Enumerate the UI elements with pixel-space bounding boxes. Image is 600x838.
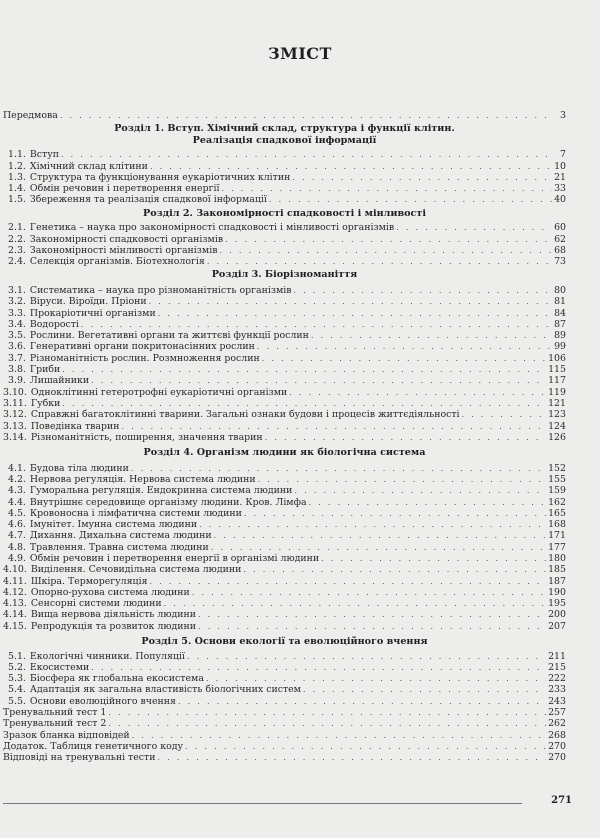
toc-entry[interactable]	[3, 553, 566, 564]
toc-entry-label: Дихання. Дихальна система людини	[29, 530, 212, 542]
toc-entry[interactable]	[3, 308, 566, 319]
toc-entry-number: 3.12.	[3, 409, 27, 421]
toc-entry[interactable]	[3, 421, 566, 432]
toc-entry-label: Селекція організмів. Біотехнологія	[29, 256, 205, 268]
toc-entry-appendix[interactable]	[3, 718, 566, 729]
toc-entry-page: 126	[548, 431, 566, 443]
toc-entry[interactable]	[3, 183, 566, 194]
toc-entry-page: 87	[554, 318, 566, 330]
toc-entry-number: 3.7.	[8, 352, 26, 364]
dot-leader	[61, 149, 552, 160]
toc-entry[interactable]	[3, 621, 566, 632]
toc-entry-label: Рослини. Вегетативні органи та життєві функції рослин	[29, 330, 309, 342]
toc-entry-number: 4.12.	[3, 586, 27, 598]
section-heading-line: Розділ 1. Вступ. Хімічний склад, структура і функції клітин.	[114, 122, 455, 134]
toc-entry-number: 4.8.	[8, 541, 26, 553]
toc-entry[interactable]	[3, 319, 566, 330]
toc-entry-number: 5.1.	[8, 650, 26, 662]
toc-entry[interactable]	[3, 530, 566, 541]
dot-leader	[214, 530, 546, 541]
dot-leader	[164, 598, 547, 609]
toc-entry[interactable]	[3, 364, 566, 375]
toc-entry-label: Опорно-рухова система людини	[30, 586, 190, 598]
toc-entry-page: 84	[554, 307, 566, 319]
toc-entry-page: 270	[548, 752, 566, 764]
section-heading	[3, 636, 566, 649]
toc-entry-number: 4.13.	[3, 598, 27, 610]
toc-entry[interactable]	[3, 564, 566, 575]
toc-entry[interactable]	[3, 194, 566, 205]
toc-appendix	[3, 707, 566, 763]
dot-leader	[244, 508, 546, 519]
toc-entry-number: 3.6.	[8, 341, 26, 353]
toc-entry-number: 5.5.	[8, 695, 26, 707]
toc-entry-label: Генетика – наука про закономірності спадковості і мінливості організмів	[29, 222, 395, 234]
toc-entry-page: 162	[548, 496, 566, 508]
dot-leader	[258, 474, 546, 485]
dot-leader	[292, 172, 552, 183]
dot-leader	[198, 621, 546, 632]
toc-entry[interactable]	[3, 398, 566, 409]
toc-entry-label: Різноманітність рослин. Розмноження рослин	[29, 352, 260, 364]
dot-leader	[60, 110, 552, 121]
toc-entry-label: Тренувальний тест 2	[3, 718, 107, 730]
toc-entry[interactable]	[3, 149, 566, 160]
toc-entry-label: Шкіра. Терморегуляція	[30, 575, 148, 587]
toc-entry-label: Збереження та реалізація спадкової інформації	[29, 194, 267, 206]
toc-entry-label: Будова тіла людини	[29, 462, 129, 474]
dot-leader	[149, 296, 552, 307]
toc-entry-page: 124	[548, 420, 566, 432]
dot-leader	[131, 463, 546, 474]
toc-entry[interactable]	[3, 696, 566, 707]
dot-leader	[157, 752, 546, 763]
toc-entry-page: 215	[548, 661, 566, 673]
toc-entry-number: 3.14.	[3, 431, 27, 443]
toc-entry-page: 200	[548, 609, 566, 621]
toc-entry-page: 268	[548, 729, 566, 741]
toc-entry[interactable]	[3, 474, 566, 485]
toc-entry-label: Губки	[30, 397, 61, 409]
toc-entry-page: 185	[548, 564, 566, 576]
dot-leader	[462, 409, 547, 420]
section-heading	[3, 269, 566, 282]
toc-entry-label: Закономірності мінливості організмів	[29, 244, 218, 256]
toc-entry-number: 4.3.	[8, 485, 26, 497]
dot-leader	[243, 564, 546, 575]
dot-leader	[198, 609, 546, 620]
toc-entry-number: 1.4.	[8, 183, 26, 195]
toc-entry[interactable]	[3, 598, 566, 609]
toc-entry-page: 80	[554, 284, 566, 296]
toc-entry-label: Адаптація як загальна властивість біологічних систем	[29, 684, 301, 696]
toc-entry-number: 4.4.	[8, 496, 26, 508]
section-heading-line: Реалізація спадкової інформації	[192, 135, 377, 147]
section-heading-line: Розділ 5. Основи екології та еволюційного вчення	[141, 636, 428, 648]
toc-entry[interactable]	[3, 576, 566, 587]
toc-entry-page: 257	[548, 707, 566, 719]
toc-entry-label: Справжні багатоклітинні тварини. Загальні ознаки будови і процесів життєдіяльності	[30, 409, 460, 421]
dot-leader	[289, 387, 546, 398]
toc-entry[interactable]	[3, 609, 566, 620]
toc-entry-number: 1.3.	[8, 171, 26, 183]
section-heading	[3, 123, 566, 148]
toc-entry-page: 207	[548, 620, 566, 632]
toc-entry-page: 171	[548, 530, 566, 542]
section-heading	[3, 208, 566, 221]
toc-entry-label: Біосфера як глобальна екосистема	[29, 673, 204, 685]
toc-entry-label: Вища нервова діяльність людини	[30, 609, 196, 621]
toc-entry-label: Поведінка тварин	[30, 420, 120, 432]
toc-entry[interactable]	[3, 296, 566, 307]
toc-entry[interactable]	[3, 172, 566, 183]
toc-entry-label: Виділення. Сечовидільна система людини	[30, 564, 242, 576]
toc-entry-page: 123	[548, 409, 566, 421]
toc-entry-page: 155	[548, 473, 566, 485]
toc-entry-page: 190	[548, 586, 566, 598]
toc-entry-page: 195	[548, 598, 566, 610]
toc-entry-appendix[interactable]	[3, 752, 566, 763]
toc-entry-page: 10	[554, 160, 566, 172]
dot-leader	[225, 234, 552, 245]
toc-entry-page: 33	[554, 183, 566, 195]
toc-entry-number: 3.1.	[8, 284, 26, 296]
dot-leader	[219, 245, 552, 256]
toc-entry-number: 4.1.	[8, 462, 26, 474]
toc-entry[interactable]	[3, 497, 566, 508]
dot-leader	[132, 730, 546, 741]
toc-entry-number: 3.3.	[8, 307, 26, 319]
dot-leader	[122, 421, 547, 432]
toc-entry[interactable]	[3, 587, 566, 598]
toc-entry-label: Репродукція та розвиток людини	[30, 620, 197, 632]
toc-entry-number: 4.15.	[3, 620, 27, 632]
toc-entry[interactable]	[3, 330, 566, 341]
toc-entry[interactable]	[3, 375, 566, 386]
toc-entry[interactable]	[3, 485, 566, 496]
toc-entry-page: 177	[548, 541, 566, 553]
dot-leader	[321, 553, 546, 564]
toc-entry-label: Генеративні органи покритонасінних рослин	[29, 341, 255, 353]
dot-leader	[158, 308, 552, 319]
toc-entry-number: 5.3.	[8, 673, 26, 685]
toc-entry-page: 99	[554, 341, 566, 353]
toc-entry-page: 21	[554, 171, 566, 183]
toc-entry-label: Закономірності спадковості організмів	[29, 233, 224, 245]
toc-entry-number: 3.10.	[3, 386, 27, 398]
toc-entry-page: 152	[548, 462, 566, 474]
dot-leader	[206, 673, 546, 684]
dot-leader	[108, 707, 546, 718]
dot-leader	[207, 256, 552, 267]
toc-entry-number: 4.14.	[3, 609, 27, 621]
toc-sections	[3, 123, 566, 707]
toc-entry-label: Екосистеми	[29, 661, 90, 673]
toc-entry-label: Відповіді на тренувальні тести	[3, 752, 156, 764]
section-heading-line: Розділ 3. Біорізноманіття	[211, 269, 358, 281]
toc-entry-number: 4.10.	[3, 564, 27, 576]
dot-leader	[294, 485, 546, 496]
toc-entry-number: 2.1.	[8, 222, 26, 234]
toc-entry-page: 119	[548, 386, 566, 398]
toc-entry[interactable]	[3, 519, 566, 530]
dot-leader	[81, 319, 552, 330]
dot-leader	[91, 375, 546, 386]
toc-entry-number: 3.9.	[8, 375, 26, 387]
toc-entry-label: Основи еволюційного вчення	[29, 695, 176, 707]
toc-entry-number: 3.8.	[8, 364, 26, 376]
toc-entry-number: 2.2.	[8, 233, 26, 245]
toc-entry-label: Віруси. Віроїди. Пріони	[29, 296, 147, 308]
toc-entry-label: Травлення. Травна система людини	[29, 541, 209, 553]
toc-entry-page: 81	[554, 296, 566, 308]
dot-leader	[178, 696, 546, 707]
toc-entry-number: 3.4.	[8, 318, 26, 330]
toc-entry-page: 60	[554, 222, 566, 234]
dot-leader	[396, 222, 552, 233]
toc-entry-label: Хімічний склад клітини	[29, 160, 148, 172]
dot-leader	[222, 183, 552, 194]
toc-entry-page: 270	[548, 740, 566, 752]
dot-leader	[262, 353, 546, 364]
toc-entry-label: Гуморальна регуляція. Ендокринна система людини	[29, 485, 293, 497]
toc-entry[interactable]	[3, 387, 566, 398]
toc-entry-label: Передмова	[3, 110, 58, 121]
toc-entry-label: Вступ	[29, 149, 59, 161]
toc-entry-number: 3.5.	[8, 330, 26, 342]
toc-entry-page: 115	[548, 364, 566, 376]
toc-entry-page: 106	[548, 352, 566, 364]
toc-entry-number: 4.11.	[3, 575, 27, 587]
footer-page-number: 271	[551, 795, 572, 806]
dot-leader	[62, 398, 546, 409]
toc-entry-label: Обмін речовин і перетворення енергії в організмі людини	[29, 553, 320, 564]
toc-entry-number: 1.2.	[8, 160, 26, 172]
toc-entry-number: 1.5.	[8, 194, 26, 206]
toc-entry-appendix[interactable]	[3, 707, 566, 718]
toc-entry[interactable]	[3, 508, 566, 519]
toc-entry[interactable]	[3, 161, 566, 172]
toc-entry-page: 159	[548, 485, 566, 497]
toc-entry-page: 233	[548, 684, 566, 696]
toc-entry-number: 1.1.	[8, 149, 26, 161]
toc-entry-label: Лишайники	[29, 375, 90, 387]
toc-entry[interactable]	[3, 684, 566, 695]
toc-entry-number: 4.7.	[8, 530, 26, 542]
toc-entry-label: Сенсорні системи людини	[30, 598, 162, 610]
section-heading-line: Розділ 4. Організм людини як біологічна система	[143, 447, 426, 459]
dot-leader	[62, 364, 546, 375]
toc-entry-page: 168	[548, 519, 566, 531]
dot-leader	[185, 741, 546, 752]
toc-entry-label: Екологічні чинники. Популяції	[29, 650, 185, 662]
toc-entry-page: 243	[548, 695, 566, 707]
toc-entry[interactable]	[3, 542, 566, 553]
toc-entry-number: 4.9.	[8, 553, 26, 564]
toc-entry[interactable]	[3, 222, 566, 233]
toc-entry[interactable]	[3, 662, 566, 673]
toc-entry-page: 68	[554, 244, 566, 256]
toc-entry[interactable]	[3, 673, 566, 684]
toc-entry-number: 4.6.	[8, 519, 26, 531]
dot-leader	[108, 718, 546, 729]
toc-entry[interactable]	[3, 256, 566, 267]
toc-entry-page: 117	[548, 375, 566, 387]
toc-entry-label: Додаток. Таблиця генетичного коду	[3, 740, 184, 752]
toc-entry-page: 180	[548, 553, 566, 564]
dot-leader	[257, 341, 552, 352]
dot-leader	[311, 330, 552, 341]
dot-leader	[187, 651, 546, 662]
toc-entry-label: Різноманітність, поширення, значення тварин	[30, 431, 263, 443]
toc-entry-label: Внутрішнє середовище організму людини. Кров. Лімфа	[29, 496, 307, 508]
toc-entry-number: 3.13.	[3, 420, 27, 432]
toc-entry-label: Структура та функціонування еукаріотичних клітин	[29, 171, 291, 183]
dot-leader	[192, 587, 546, 598]
toc-entry-label: Гриби	[29, 364, 61, 376]
dot-leader	[199, 519, 546, 530]
toc-entry-appendix[interactable]	[3, 730, 566, 741]
toc-entry[interactable]	[3, 353, 566, 364]
toc-entry-number: 4.5.	[8, 507, 26, 519]
toc-entry[interactable]	[3, 234, 566, 245]
section-heading	[3, 447, 566, 460]
toc-entry-label: Зразок бланка відповідей	[3, 729, 130, 741]
toc-entry-label: Прокаріотичні організми	[29, 307, 156, 319]
toc-entry[interactable]	[3, 651, 566, 662]
toc-entry-page: 62	[554, 233, 566, 245]
toc-entry-number: 5.4.	[8, 684, 26, 696]
dot-leader	[91, 662, 546, 673]
toc-entry-page: 73	[554, 256, 566, 268]
toc-entry[interactable]	[3, 409, 566, 420]
dot-leader	[303, 684, 546, 695]
toc-entry-number: 2.4.	[8, 256, 26, 268]
toc-entry-number: 4.2.	[8, 473, 26, 485]
toc-entry-page: 89	[554, 330, 566, 342]
toc-entry-page: 7	[560, 149, 566, 161]
dot-leader	[294, 285, 552, 296]
toc-entry[interactable]	[3, 285, 566, 296]
toc-entry-page: 187	[548, 575, 566, 587]
toc-entry[interactable]	[3, 341, 566, 352]
toc-entry-number: 5.2.	[8, 661, 26, 673]
toc-entry[interactable]	[3, 463, 566, 474]
toc-entry[interactable]	[3, 245, 566, 256]
toc-entry-number: 2.3.	[8, 244, 26, 256]
toc-entry-page: 165	[548, 507, 566, 519]
dot-leader	[309, 497, 547, 508]
dot-leader	[269, 194, 552, 205]
toc-entry-label: Імунітет. Імунна система людини	[29, 519, 198, 531]
dot-leader	[265, 432, 546, 443]
page-title: ЗМІСТ	[268, 44, 332, 63]
table-of-contents	[3, 110, 566, 764]
toc-entry-page: 262	[548, 718, 566, 730]
toc-entry-label: Кровоносна і лімфатична системи людини	[29, 507, 242, 519]
toc-entry-preface[interactable]	[3, 110, 566, 121]
dot-leader	[211, 542, 546, 553]
toc-entry-number: 3.11.	[3, 397, 27, 409]
toc-entry[interactable]	[3, 432, 566, 443]
toc-entry-page: 3	[560, 110, 566, 121]
toc-entry-page: 222	[548, 673, 566, 685]
dot-leader	[150, 576, 547, 587]
toc-entry-label: Тренувальний тест 1	[3, 707, 107, 719]
toc-entry-page: 40	[554, 194, 566, 206]
toc-entry-label: Обмін речовин і перетворення енергії	[29, 183, 220, 195]
toc-entry-page: 211	[548, 650, 566, 662]
dot-leader	[150, 161, 552, 172]
toc-entry-label: Нервова регуляція. Нервова система людини	[29, 473, 256, 485]
toc-entry-label: Одноклітинні гетеротрофні еукаріотичні організми	[30, 386, 288, 398]
toc-entry-appendix[interactable]	[3, 741, 566, 752]
footer-rule	[3, 803, 522, 804]
section-heading-line: Розділ 2. Закономірності спадковості і мінливості	[143, 207, 426, 219]
toc-entry-label: Систематика – наука про різноманітність організмів	[29, 284, 292, 296]
toc-entry-page: 121	[548, 397, 566, 409]
toc-entry-label: Водорості	[29, 318, 79, 330]
toc-entry-number: 3.2.	[8, 296, 26, 308]
